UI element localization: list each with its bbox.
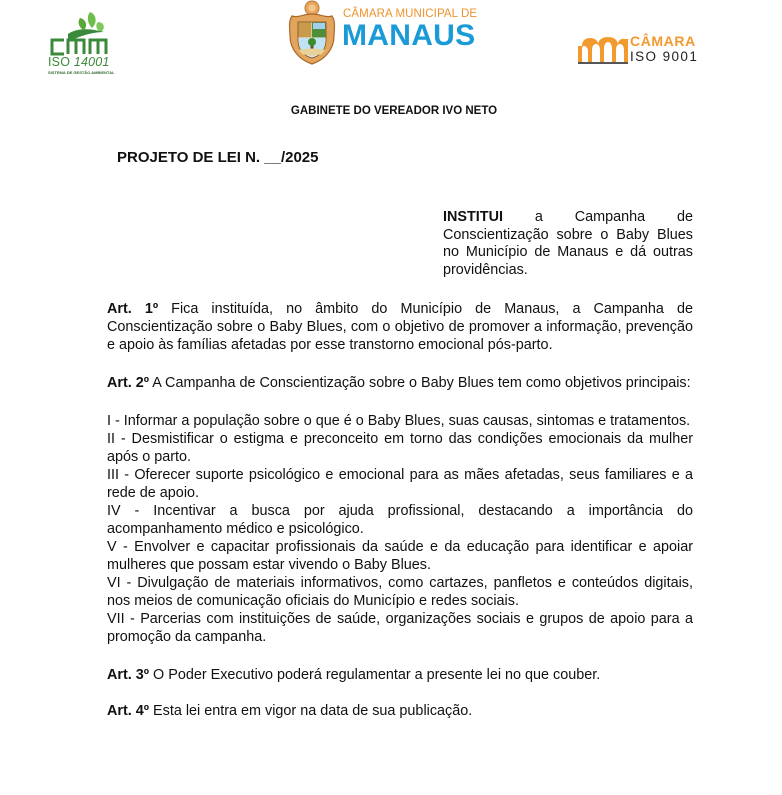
camara-municipal-text: CÂMARA MUNICIPAL DE	[343, 8, 478, 20]
camara-manaus-logo	[286, 0, 476, 66]
article-1	[107, 300, 693, 354]
article-2-items	[107, 412, 693, 646]
leaf-hand-icon	[46, 10, 118, 56]
arches-icon	[578, 36, 628, 64]
article-text: Fica instituída, no âmbito do Município de Manaus, a Campanha de Conscientização sobre o Baby Blues, com o objetivo de promover a informação, prevenção e apoio às famílias afetadas por esse transtorno emocional pós-parto.	[107, 300, 693, 353]
iso-9001-text: ISO 9001	[630, 49, 699, 64]
iso-14001-text	[48, 56, 110, 69]
article-text: A Campanha de Conscientização sobre o Baby Blues tem como objetivos principais:	[149, 374, 691, 391]
article-text: Esta lei entra em vigor na data de sua publicação.	[149, 702, 473, 719]
article-2	[107, 374, 693, 392]
coat-of-arms-icon	[286, 0, 338, 66]
list-item: III - Oferecer suporte psicológico e emocional para as mães afetadas, seus familiares e a rede de apoio.	[107, 466, 693, 501]
office-heading: GABINETE DO VEREADOR IVO NETO	[290, 105, 498, 117]
iso-14001-subtitle: SISTEMA DE GESTÃO AMBIENTAL	[48, 70, 115, 75]
bill-summary	[443, 209, 693, 280]
letterhead	[0, 0, 782, 96]
list-item: V - Envolver e capacitar profissionais da saúde e da educação para identificar e apoiar mulheres que possam estar vivendo o Baby Blues.	[107, 538, 693, 573]
article-4	[107, 702, 693, 720]
list-item: I - Informar a população sobre o que é o Baby Blues, suas causas, sintomas e tratamentos.	[107, 412, 691, 429]
list-item: II - Desmistificar o estigma e preconceito em torno das condições emocionais da mulher após o parto.	[107, 430, 693, 465]
article-label: Art. 2º	[107, 374, 150, 391]
summary-text: a Campanha de Conscientização sobre o Baby Blues no Município de Manaus e dá outras providências.	[443, 209, 693, 279]
article-3	[107, 666, 693, 684]
article-label: Art. 1º	[107, 300, 159, 317]
article-text: O Poder Executivo poderá regulamentar a presente lei no que couber.	[149, 666, 601, 683]
article-label: Art. 4º	[107, 702, 150, 719]
iso-label: ISO	[48, 55, 71, 69]
article-label: Art. 3º	[107, 666, 150, 683]
list-item: IV - Incentivar a busca por ajuda profissional, destacando a importância do acompanhamento médico e psicológico.	[107, 502, 693, 537]
document-body	[0, 104, 782, 740]
manaus-text: MANAUS	[342, 19, 476, 52]
list-item: VII - Parcerias com instituições de saúde, organizações sociais e grupos de apoio para a promoção da campanha.	[107, 610, 693, 645]
iso-9001-logo	[578, 34, 708, 66]
iso-14001-logo	[46, 10, 118, 76]
list-item: VI - Divulgação de materiais informativos, como cartazes, panfletos e conteúdos digitais, nos meios de comunicação oficiais do Município e redes sociais.	[107, 574, 693, 609]
summary-lead: INSTITUI	[443, 209, 503, 225]
bill-title: PROJETO DE LEI N. __/2025	[117, 149, 319, 166]
camara-text: CÂMARA	[630, 33, 696, 49]
iso-number: 14001	[73, 55, 110, 69]
